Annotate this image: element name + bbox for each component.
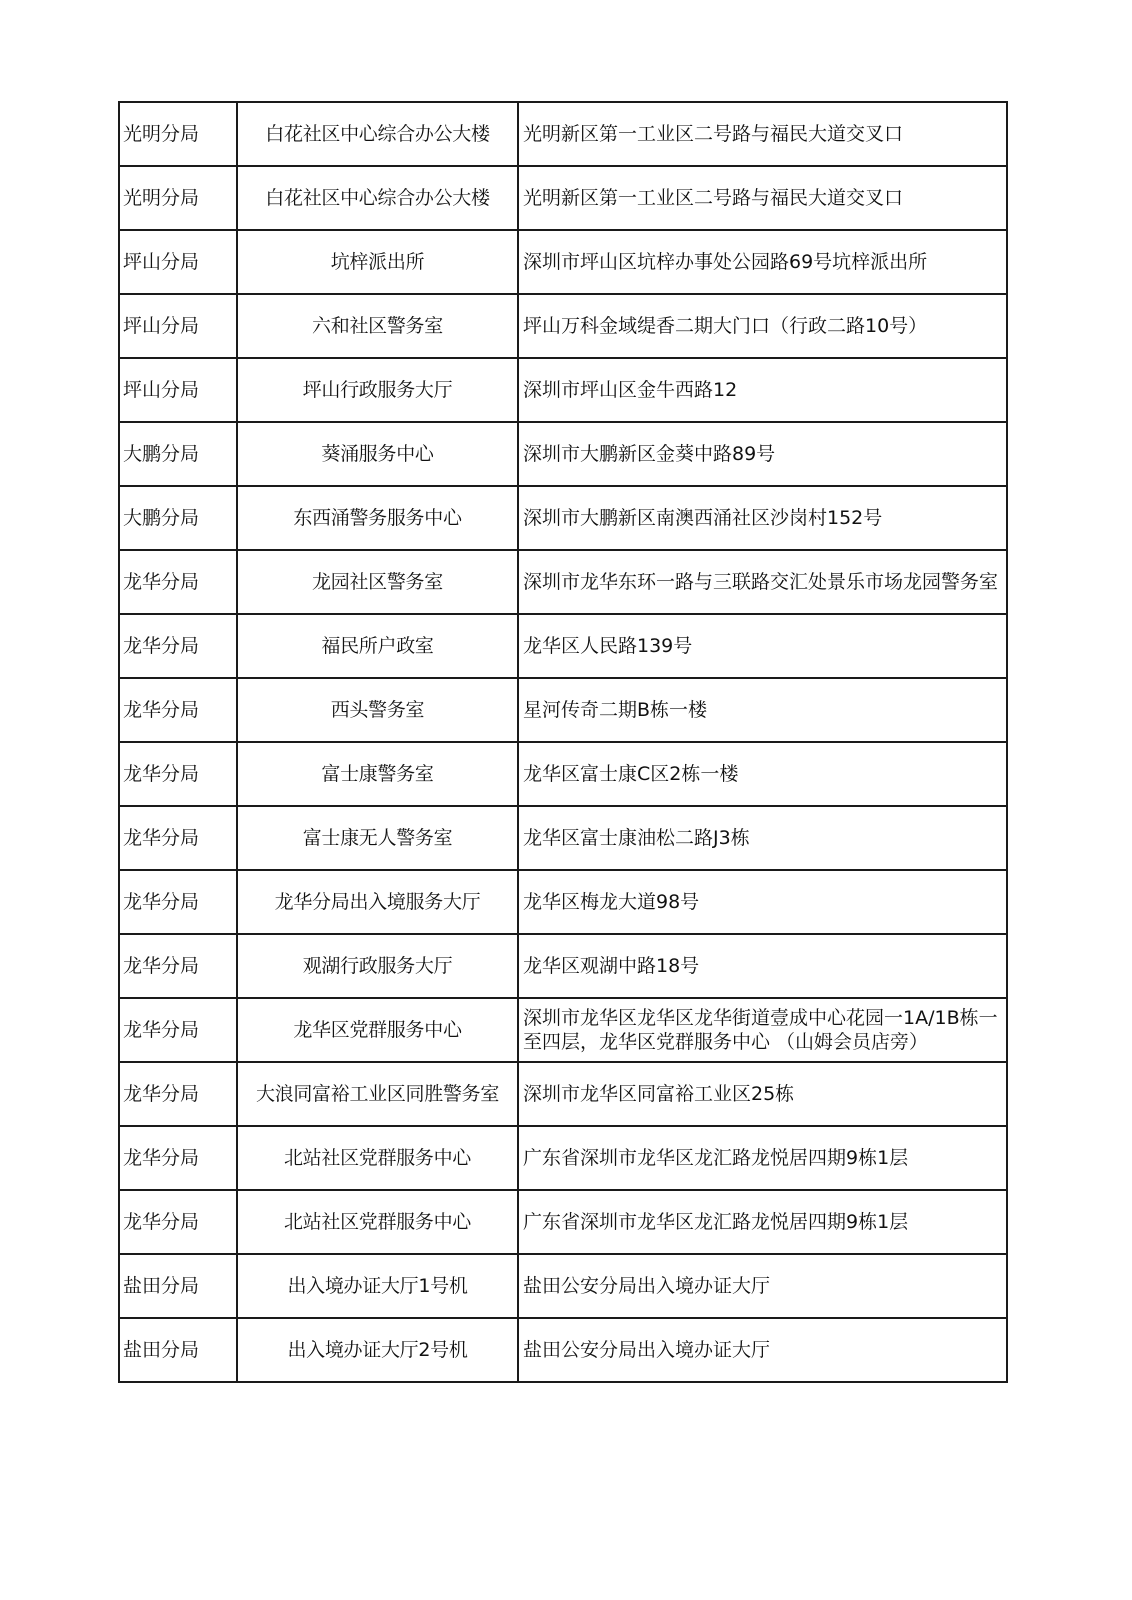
address-cell: 坪山万科金域缇香二期大门口（行政二路10号） [518,294,1007,358]
address-cell: 深圳市大鹏新区南澳西涌社区沙岗村152号 [518,486,1007,550]
table-row [119,550,1007,614]
address-cell: 龙华区观湖中路18号 [518,934,1007,998]
bureau-cell: 龙华分局 [119,614,237,678]
table-row [119,166,1007,230]
site-cell: 龙华区党群服务中心 [237,998,518,1062]
bureau-cell: 大鹏分局 [119,486,237,550]
table-row [119,806,1007,870]
site-cell: 白花社区中心综合办公大楼 [237,102,518,166]
table-row [119,102,1007,166]
address-cell: 深圳市龙华区龙华区龙华街道壹成中心花园一1A/1B栋一至四层，龙华区党群服务中心 （山姆会员店旁） [518,998,1007,1062]
bureau-cell: 龙华分局 [119,1062,237,1126]
site-cell: 东西涌警务服务中心 [237,486,518,550]
table-row [119,1254,1007,1318]
bureau-cell: 龙华分局 [119,1190,237,1254]
address-cell: 龙华区富士康油松二路J3栋 [518,806,1007,870]
site-cell: 坑梓派出所 [237,230,518,294]
site-cell: 富士康警务室 [237,742,518,806]
site-cell: 六和社区警务室 [237,294,518,358]
address-cell: 龙华区富士康C区2栋一楼 [518,742,1007,806]
bureau-cell: 光明分局 [119,166,237,230]
table-row [119,422,1007,486]
location-table [118,101,1008,1383]
address-cell: 深圳市龙华东环一路与三联路交汇处景乐市场龙园警务室 [518,550,1007,614]
table-row [119,1062,1007,1126]
address-cell: 盐田公安分局出入境办证大厅 [518,1254,1007,1318]
address-cell: 深圳市坪山区金牛西路12 [518,358,1007,422]
site-cell: 白花社区中心综合办公大楼 [237,166,518,230]
site-cell: 出入境办证大厅1号机 [237,1254,518,1318]
bureau-cell: 龙华分局 [119,1126,237,1190]
table-row [119,678,1007,742]
bureau-cell: 光明分局 [119,102,237,166]
bureau-cell: 盐田分局 [119,1254,237,1318]
bureau-cell: 龙华分局 [119,934,237,998]
table-row [119,614,1007,678]
table-row [119,1190,1007,1254]
site-cell: 观湖行政服务大厅 [237,934,518,998]
address-cell: 深圳市龙华区同富裕工业区25栋 [518,1062,1007,1126]
table-body [119,102,1007,1382]
table-row [119,294,1007,358]
site-cell: 北站社区党群服务中心 [237,1190,518,1254]
table-row [119,934,1007,998]
site-cell: 西头警务室 [237,678,518,742]
table-row [119,1318,1007,1382]
site-cell: 福民所户政室 [237,614,518,678]
address-cell: 龙华区人民路139号 [518,614,1007,678]
address-cell: 龙华区梅龙大道98号 [518,870,1007,934]
bureau-cell: 坪山分局 [119,358,237,422]
table-row [119,230,1007,294]
address-cell: 盐田公安分局出入境办证大厅 [518,1318,1007,1382]
address-cell: 广东省深圳市龙华区龙汇路龙悦居四期9栋1层 [518,1190,1007,1254]
site-cell: 富士康无人警务室 [237,806,518,870]
table-row [119,486,1007,550]
site-cell: 北站社区党群服务中心 [237,1126,518,1190]
site-cell: 葵涌服务中心 [237,422,518,486]
address-cell: 深圳市坪山区坑梓办事处公园路69号坑梓派出所 [518,230,1007,294]
site-cell: 大浪同富裕工业区同胜警务室 [237,1062,518,1126]
bureau-cell: 坪山分局 [119,294,237,358]
bureau-cell: 坪山分局 [119,230,237,294]
address-cell: 光明新区第一工业区二号路与福民大道交叉口 [518,102,1007,166]
bureau-cell: 大鹏分局 [119,422,237,486]
site-cell: 坪山行政服务大厅 [237,358,518,422]
table-row [119,1126,1007,1190]
bureau-cell: 龙华分局 [119,998,237,1062]
address-cell: 星河传奇二期B栋一楼 [518,678,1007,742]
bureau-cell: 盐田分局 [119,1318,237,1382]
table-row [119,998,1007,1062]
table-row [119,870,1007,934]
table-row [119,358,1007,422]
site-cell: 出入境办证大厅2号机 [237,1318,518,1382]
site-cell: 龙华分局出入境服务大厅 [237,870,518,934]
address-cell: 光明新区第一工业区二号路与福民大道交叉口 [518,166,1007,230]
bureau-cell: 龙华分局 [119,806,237,870]
bureau-cell: 龙华分局 [119,550,237,614]
address-cell: 深圳市大鹏新区金葵中路89号 [518,422,1007,486]
table-row [119,742,1007,806]
address-cell: 广东省深圳市龙华区龙汇路龙悦居四期9栋1层 [518,1126,1007,1190]
bureau-cell: 龙华分局 [119,678,237,742]
bureau-cell: 龙华分局 [119,870,237,934]
site-cell: 龙园社区警务室 [237,550,518,614]
bureau-cell: 龙华分局 [119,742,237,806]
